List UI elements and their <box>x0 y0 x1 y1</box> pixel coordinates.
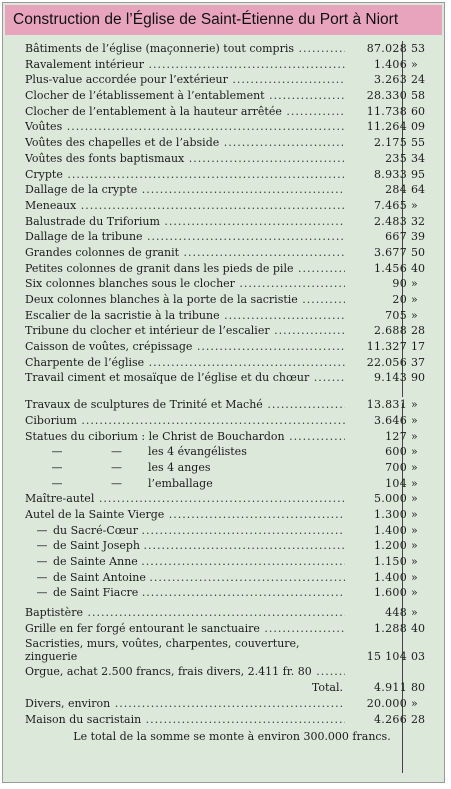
table-row: Deux colonnes blanches à la porte de la sacristie ..... 20 » <box>25 292 439 308</box>
table-row: Dallage de la crypte ..... 284 64 <box>25 182 439 198</box>
document-title: Construction de l’Église de Saint-Étienne du Port à Niort <box>5 5 442 35</box>
table-row: Maître-autel ..... 5.000 » <box>25 491 439 507</box>
table-row: Travail ciment et mosaïque de l’église et du chœur ..... 9.143 90 <box>25 370 439 386</box>
table-row: Divers, environ ..... 20.000 » <box>25 696 439 712</box>
table-row: Clocher de l’établissement à l’entablement ..... 28.330 58 <box>25 88 439 104</box>
table-row: Voûtes ..... 11.264 09 <box>25 119 439 135</box>
table-row: Plus-value accordée pour l’extérieur ..... 3.263 24 <box>25 72 439 88</box>
table-row: — — l’emballage 104 » <box>51 476 418 490</box>
table-row: Baptistère ..... 448 » <box>25 605 439 621</box>
table-row: Autel de la Sainte Vierge ..... 1.300 » <box>25 507 439 523</box>
table-row: Escalier de la sacristie à la tribune ..... 705 » <box>25 308 439 324</box>
table-row: Crypte ..... 8.933 95 <box>25 167 439 183</box>
table-row: Petites colonnes de granit dans les pieds de pile ..... 1.456 40 <box>25 261 439 277</box>
document-frame <box>2 2 445 783</box>
table-row: Travaux de sculptures de Trinité et Maché ..... 13.831 » <box>25 397 439 413</box>
table-row: Ravalement intérieur ..... 1.406 » <box>25 57 439 73</box>
cost-table <box>25 41 439 745</box>
table-row: Maison du sacristain ..... 4.266 28 <box>25 712 439 728</box>
table-row: — — les 4 anges 700 » <box>51 460 418 474</box>
table-row: Tribune du clocher et intérieur de l’escalier ..... 2.688 28 <box>25 323 439 339</box>
table-row: — du Sacré-Cœur ..... 1.400 » <box>25 523 439 539</box>
table-row: Bâtiments de l’église (maçonnerie) tout compris ..... 87.028 53 <box>25 41 439 57</box>
table-row: Orgue, achat 2.500 francs, frais divers, 2.411 fr. 80 ..... <box>25 664 439 680</box>
table-row: Charpente de l’église ..... 22.056 37 <box>25 355 439 371</box>
table-row: Grille en fer forgé entourant le sanctuaire ..... 1.288 40 <box>25 621 439 637</box>
footer-row <box>25 729 439 745</box>
table-row: — de Saint Joseph ..... 1.200 » <box>25 538 439 554</box>
table-row: Caisson de voûtes, crépissage ..... 11.327 17 <box>25 339 439 355</box>
table-row: Six colonnes blanches sous le clocher ..... 90 » <box>25 276 439 292</box>
table-row: Voûtes des chapelles et de l’abside ..... 2.175 55 <box>25 135 439 151</box>
table-row: — de Saint Antoine ..... 1.400 » <box>25 570 439 586</box>
table-row-total: Total. 4.911 80 <box>311 681 425 695</box>
table-row: — — les 4 évangélistes 600 » <box>51 445 418 459</box>
table-row: — de Saint Fiacre ..... 1.600 » <box>25 585 439 601</box>
table-row: Ciborium ..... 3.646 » <box>25 413 439 429</box>
table-row: Meneaux ..... 7.465 » <box>25 198 439 214</box>
table-row: Dallage de la tribune ..... 667 39 <box>25 229 439 245</box>
table-row: Statues du ciborium : le Christ de Bouchardon ..... 127 » <box>25 429 439 445</box>
table-row: Sacristies, murs, voûtes, charpentes, couverture, zinguerie 15 104 03 <box>25 637 425 664</box>
table-row: Grandes colonnes de granit ..... 3.677 50 <box>25 245 439 261</box>
table-row: Voûtes des fonts baptismaux ..... 235 34 <box>25 151 439 167</box>
table-row: — de Sainte Anne ..... 1.150 » <box>25 554 439 570</box>
table-row: Clocher de l’entablement à la hauteur arrêtée ..... 11.738 60 <box>25 104 439 120</box>
section-construction <box>25 41 439 386</box>
table-row: Balustrade du Triforium ..... 2.483 32 <box>25 214 439 230</box>
footer-note: Le total de la somme se monte à environ 300.000 francs. <box>73 730 391 744</box>
